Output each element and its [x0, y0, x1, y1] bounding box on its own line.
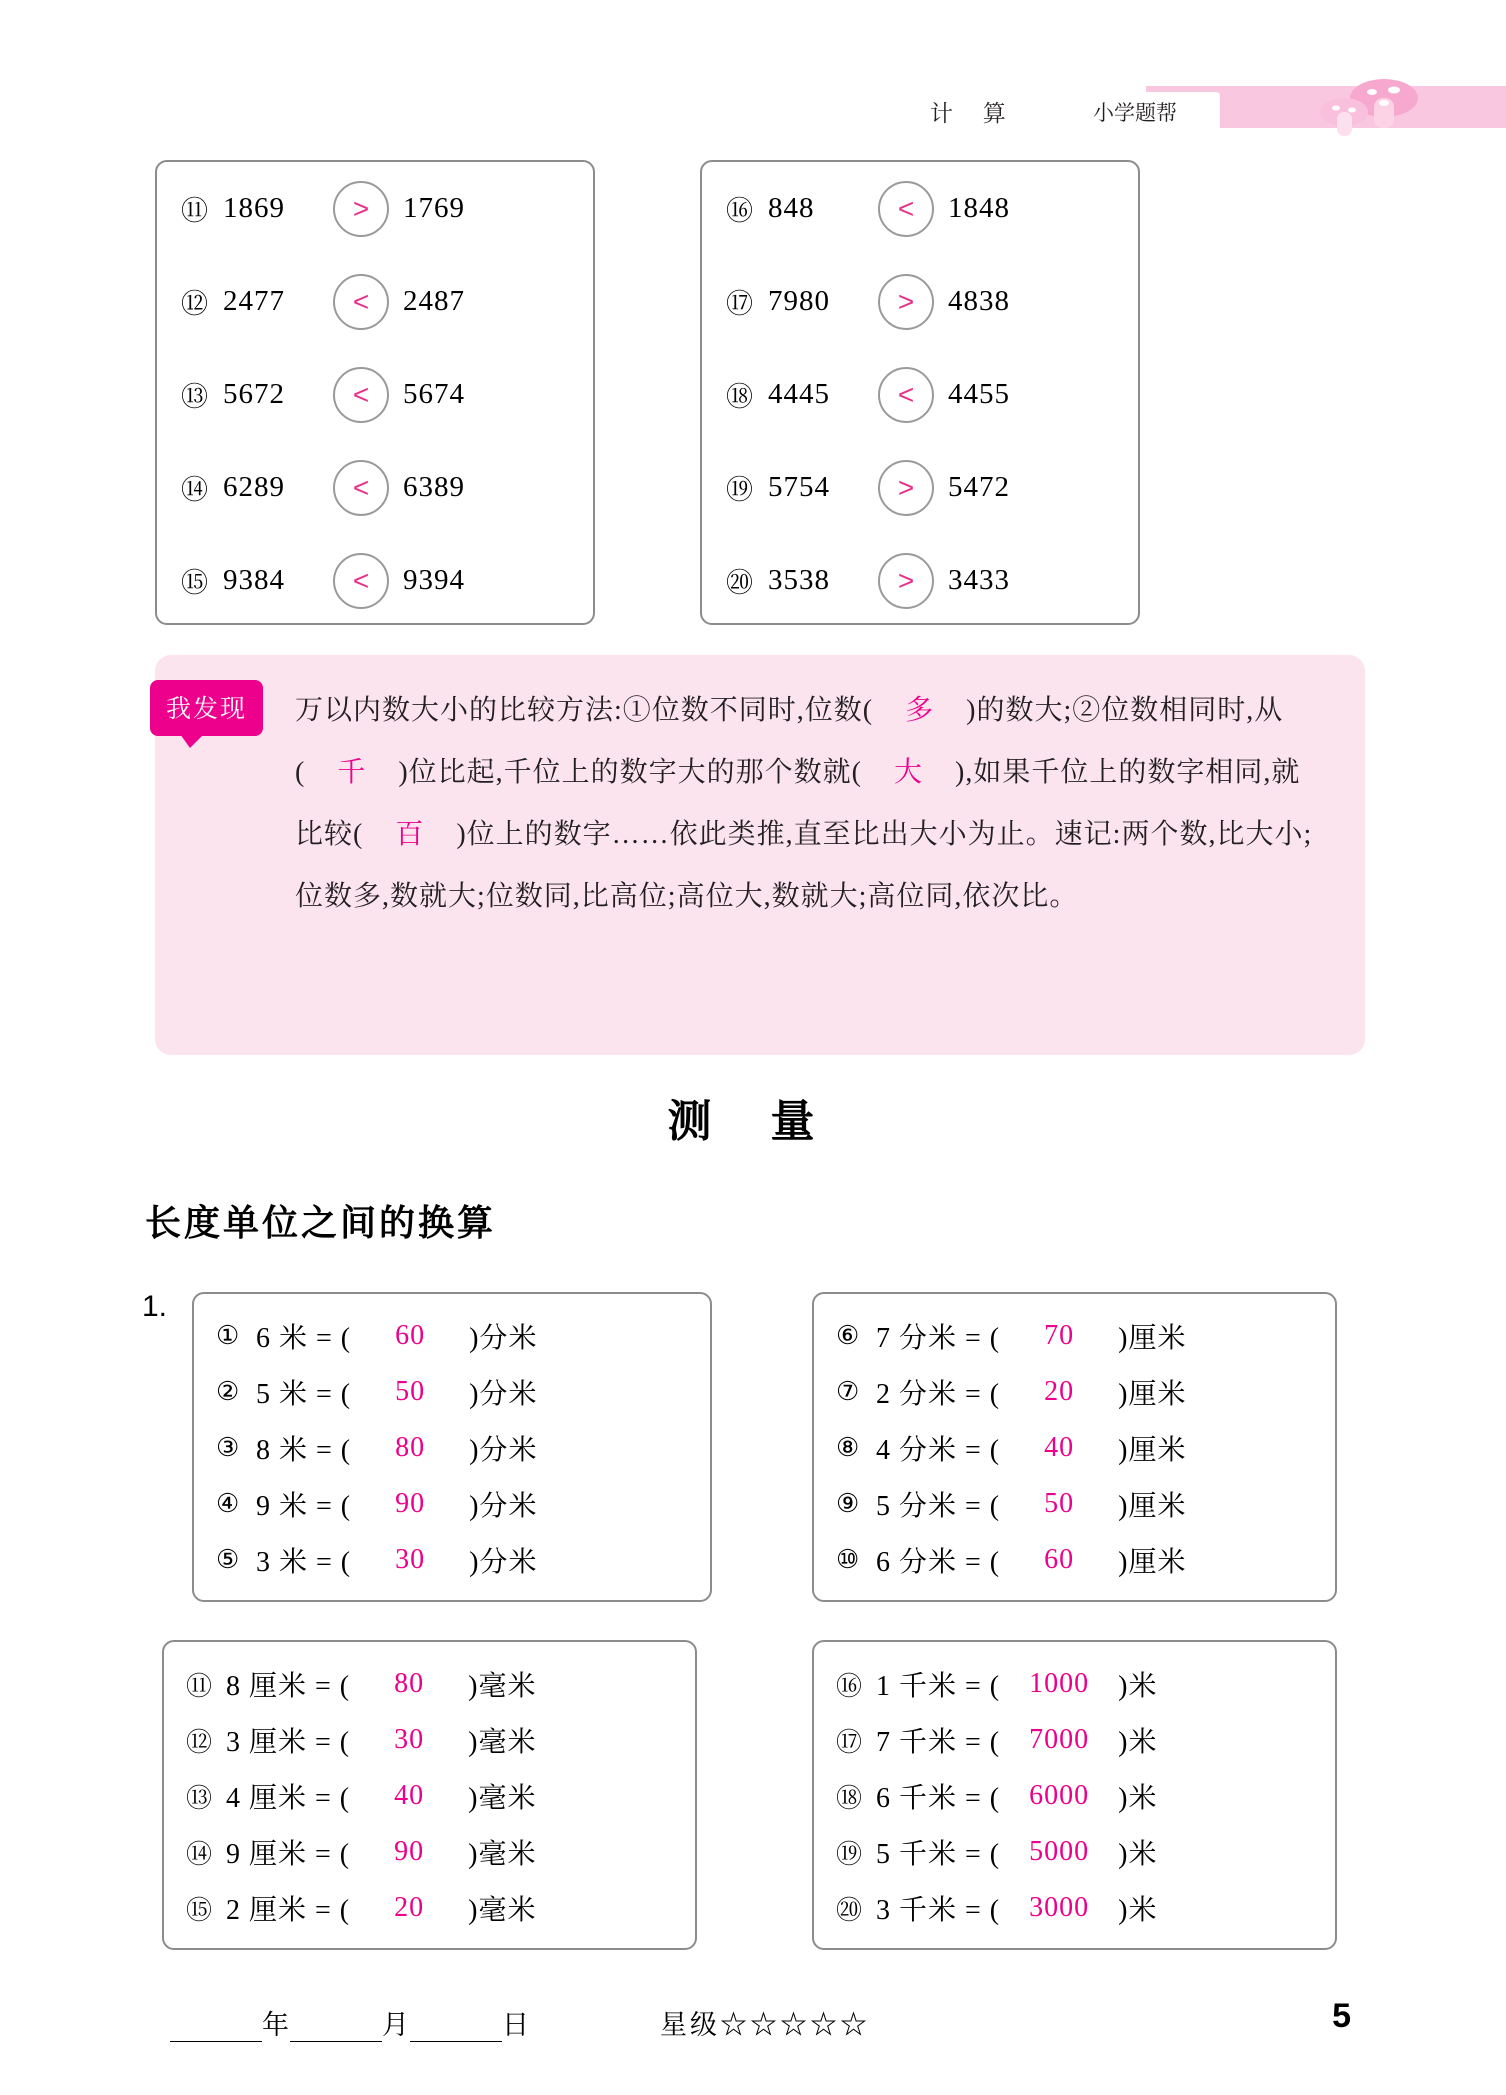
- conversion-row: [814, 1308, 1335, 1364]
- month-blank[interactable]: [290, 2010, 382, 2042]
- answer-blank[interactable]: 80: [394, 1668, 425, 1699]
- conversion-row: [164, 1712, 695, 1768]
- right-number: 5674: [403, 378, 465, 410]
- answer-blank[interactable]: 60: [395, 1320, 426, 1351]
- right-number: 2487: [403, 285, 465, 317]
- expression: 3 厘米 = (: [226, 1727, 351, 1758]
- item-index: ⑫: [186, 1727, 214, 1757]
- compare-exercise-box-left: [155, 160, 595, 625]
- answer-blank[interactable]: 5000: [1029, 1836, 1090, 1867]
- compare-exercise-box-right: [700, 160, 1140, 625]
- conversion-row: [814, 1824, 1335, 1880]
- discovery-text-part1: 万以内数大小的比较方法:①位数不同时,位数(: [295, 695, 874, 726]
- item-index: ⑩: [836, 1545, 861, 1574]
- conversion-row: [194, 1532, 710, 1588]
- discovery-text-part7: )位上的数字……: [456, 819, 670, 850]
- expression: 2 分米 = (: [876, 1379, 1001, 1410]
- answer-blank[interactable]: 90: [394, 1836, 425, 1867]
- star-label: 星级: [660, 2010, 720, 2040]
- unit-label: )毫米: [468, 1783, 537, 1814]
- page-header: [0, 60, 1506, 130]
- expression: 9 厘米 = (: [226, 1839, 351, 1870]
- right-number: 6389: [403, 471, 465, 503]
- item-index: ③: [216, 1433, 241, 1462]
- item-index: ⑬: [181, 382, 208, 412]
- mushroom-icon: [1306, 68, 1436, 148]
- compare-row: [157, 348, 593, 441]
- compare-row: [702, 255, 1138, 348]
- unit-label: )毫米: [468, 1727, 537, 1758]
- conversion-row: [164, 1656, 695, 1712]
- item-index: ④: [216, 1489, 241, 1518]
- conversion-row: [164, 1880, 695, 1936]
- discovery-text-part8: 依此类推,直至比出大小为止。速记:两个数,比大小;位数多,数就: [295, 819, 1313, 912]
- discovery-blank-2[interactable]: 千: [337, 757, 367, 788]
- conversion-row: [814, 1880, 1335, 1936]
- unit-label: )毫米: [468, 1839, 537, 1870]
- answer-blank[interactable]: 6000: [1029, 1780, 1090, 1811]
- answer-blank[interactable]: 1000: [1029, 1668, 1090, 1699]
- right-number: 4455: [948, 378, 1010, 410]
- conversion-row: [194, 1308, 710, 1364]
- expression: 4 分米 = (: [876, 1435, 1001, 1466]
- answer-blank[interactable]: 80: [395, 1432, 426, 1463]
- unit-label: )厘米: [1118, 1435, 1187, 1466]
- conversion-row: [814, 1656, 1335, 1712]
- unit-label: )米: [1118, 1895, 1158, 1926]
- answer-blank[interactable]: 60: [1044, 1544, 1075, 1575]
- item-index: ⑯: [726, 196, 753, 226]
- left-number: 4445: [768, 378, 830, 410]
- expression: 2 厘米 = (: [226, 1895, 351, 1926]
- right-number: 5472: [948, 471, 1010, 503]
- expression: 6 千米 = (: [876, 1783, 1001, 1814]
- conversion-row: [814, 1364, 1335, 1420]
- item-index: ②: [216, 1377, 241, 1406]
- expression: 3 米 = (: [256, 1547, 352, 1578]
- comparison-sign[interactable]: >: [878, 553, 934, 609]
- unit-label: )分米: [469, 1491, 538, 1522]
- section-title: 长度单位之间的换算: [145, 1203, 497, 1243]
- conversion-row: [814, 1420, 1335, 1476]
- item-index: ⑭: [181, 475, 208, 505]
- conversion-row: [164, 1824, 695, 1880]
- discovery-text-part5: (: [851, 757, 862, 788]
- header-title: 计 算: [930, 101, 1018, 126]
- conversion-row: [814, 1476, 1335, 1532]
- conversion-box-meters-to-decimeters: [192, 1292, 712, 1602]
- discovery-text-part3: 大;②位数相同时,从(: [295, 695, 1284, 788]
- item-index: ⑤: [216, 1545, 241, 1574]
- unit-label: )厘米: [1118, 1547, 1187, 1578]
- unit-label: )米: [1118, 1839, 1158, 1870]
- item-index: ⑨: [836, 1489, 861, 1518]
- answer-blank[interactable]: 20: [394, 1892, 425, 1923]
- right-number: 1848: [948, 192, 1010, 224]
- date-line: [170, 2003, 530, 2042]
- expression: 1 千米 = (: [876, 1671, 1001, 1702]
- month-label: 月: [382, 2010, 410, 2040]
- unit-label: )厘米: [1118, 1379, 1187, 1410]
- expression: 8 厘米 = (: [226, 1671, 351, 1702]
- unit-label: )米: [1118, 1671, 1158, 1702]
- conversion-box-decimeters-to-centimeters: [812, 1292, 1337, 1602]
- answer-blank[interactable]: 90: [395, 1488, 426, 1519]
- comparison-sign[interactable]: <: [333, 274, 389, 330]
- item-index: ①: [216, 1321, 241, 1350]
- conversion-box-centimeters-to-millimeters: [162, 1640, 697, 1950]
- chapter-title: 测 量: [667, 1097, 839, 1146]
- comparison-sign[interactable]: >: [878, 274, 934, 330]
- conversion-box-kilometers-to-meters: [812, 1640, 1337, 1950]
- expression: 3 千米 = (: [876, 1895, 1001, 1926]
- right-number: 1769: [403, 192, 465, 224]
- comparison-sign[interactable]: <: [333, 460, 389, 516]
- conversion-row: [194, 1364, 710, 1420]
- answer-blank[interactable]: 40: [1044, 1432, 1075, 1463]
- answer-blank[interactable]: 40: [394, 1780, 425, 1811]
- discovery-blank-4[interactable]: 百: [395, 819, 425, 850]
- discovery-text-part9: 大;位数同,比高位;高位大,数就大;高位同,依次比。: [448, 881, 1079, 912]
- left-number: 9384: [223, 564, 285, 596]
- comparison-sign[interactable]: <: [333, 553, 389, 609]
- conversion-row: [814, 1532, 1335, 1588]
- expression: 9 米 = (: [256, 1491, 352, 1522]
- right-number: 9394: [403, 564, 465, 596]
- item-index: ⑲: [726, 475, 753, 505]
- discovery-blank-3[interactable]: 大: [894, 757, 924, 788]
- discovery-text-part4: )位比起,千位上的数字大的那个数就: [398, 757, 852, 788]
- conversion-row: [814, 1768, 1335, 1824]
- year-blank[interactable]: [170, 2010, 262, 2042]
- item-index: ⑮: [181, 568, 208, 598]
- unit-label: )米: [1118, 1783, 1158, 1814]
- discovery-tag: 我发现: [150, 680, 263, 736]
- answer-blank[interactable]: 20: [1044, 1376, 1075, 1407]
- answer-blank[interactable]: 50: [1044, 1488, 1075, 1519]
- left-number: 2477: [223, 285, 285, 317]
- expression: 5 分米 = (: [876, 1491, 1001, 1522]
- item-index: ⑰: [836, 1727, 864, 1757]
- item-index: ⑳: [836, 1895, 864, 1925]
- unit-label: )米: [1118, 1727, 1158, 1758]
- expression: 7 千米 = (: [876, 1727, 1001, 1758]
- compare-row: [702, 534, 1138, 627]
- left-number: 7980: [768, 285, 830, 317]
- compare-row: [702, 348, 1138, 441]
- unit-label: )毫米: [468, 1895, 537, 1926]
- comparison-sign[interactable]: >: [333, 181, 389, 237]
- answer-blank[interactable]: 3000: [1029, 1892, 1090, 1923]
- compare-row: [157, 255, 593, 348]
- question-number: 1.: [142, 1290, 168, 1323]
- item-index: ⑭: [186, 1839, 214, 1869]
- compare-row: [157, 441, 593, 534]
- unit-label: )分米: [469, 1547, 538, 1578]
- compare-row: [157, 534, 593, 627]
- discovery-text-part6: ),如果千位上的数字相同,就比较(: [295, 757, 1301, 850]
- expression: 8 米 = (: [256, 1435, 352, 1466]
- discovery-text-part2: )的数: [966, 695, 1035, 726]
- expression: 6 分米 = (: [876, 1547, 1001, 1578]
- answer-blank[interactable]: 30: [395, 1544, 426, 1575]
- compare-row: [702, 441, 1138, 534]
- item-index: ⑱: [836, 1783, 864, 1813]
- conversion-row: [164, 1768, 695, 1824]
- compare-row: [702, 162, 1138, 255]
- item-index: ⑦: [836, 1377, 861, 1406]
- answer-blank[interactable]: 50: [395, 1376, 426, 1407]
- right-number: 4838: [948, 285, 1010, 317]
- expression: 7 分米 = (: [876, 1323, 1001, 1354]
- right-number: 3433: [948, 564, 1010, 596]
- item-index: ⑳: [726, 568, 753, 598]
- conversion-row: [194, 1476, 710, 1532]
- page-number: 5: [1332, 1997, 1351, 2035]
- left-number: 848: [768, 192, 815, 224]
- unit-label: )分米: [469, 1323, 538, 1354]
- item-index: ⑰: [726, 289, 753, 319]
- compare-row: [157, 162, 593, 255]
- expression: 5 千米 = (: [876, 1839, 1001, 1870]
- comparison-sign[interactable]: >: [878, 460, 934, 516]
- comparison-sign[interactable]: <: [878, 367, 934, 423]
- item-index: ⑯: [836, 1671, 864, 1701]
- expression: 5 米 = (: [256, 1379, 352, 1410]
- discovery-blank-1[interactable]: 多: [905, 695, 935, 726]
- left-number: 3538: [768, 564, 830, 596]
- expression: 4 厘米 = (: [226, 1783, 351, 1814]
- star-rating[interactable]: [660, 2003, 870, 2042]
- unit-label: )厘米: [1118, 1491, 1187, 1522]
- day-label: 日: [502, 2010, 530, 2040]
- item-index: ⑫: [181, 289, 208, 319]
- left-number: 1869: [223, 192, 285, 224]
- comparison-sign[interactable]: <: [333, 367, 389, 423]
- unit-label: )分米: [469, 1379, 538, 1410]
- item-index: ⑮: [186, 1895, 214, 1925]
- header-badge: 小学题帮: [1050, 92, 1220, 132]
- expression: 6 米 = (: [256, 1323, 352, 1354]
- comparison-sign[interactable]: <: [878, 181, 934, 237]
- left-number: 6289: [223, 471, 285, 503]
- answer-blank[interactable]: 70: [1044, 1320, 1075, 1351]
- answer-blank[interactable]: 7000: [1029, 1724, 1090, 1755]
- answer-blank[interactable]: 30: [394, 1724, 425, 1755]
- discovery-text: [295, 680, 1325, 928]
- discovery-panel: [155, 655, 1365, 1055]
- item-index: ⑬: [186, 1783, 214, 1813]
- item-index: ⑲: [836, 1839, 864, 1869]
- conversion-row: [814, 1712, 1335, 1768]
- unit-label: )毫米: [468, 1671, 537, 1702]
- page-footer: [0, 1993, 1506, 2043]
- item-index: ⑥: [836, 1321, 861, 1350]
- item-index: ⑪: [186, 1671, 214, 1701]
- left-number: 5672: [223, 378, 285, 410]
- star-icons[interactable]: ☆☆☆☆☆: [720, 2010, 870, 2040]
- item-index: ⑪: [181, 196, 208, 226]
- day-blank[interactable]: [410, 2010, 502, 2042]
- unit-label: )厘米: [1118, 1323, 1187, 1354]
- item-index: ⑱: [726, 382, 753, 412]
- year-label: 年: [262, 2010, 290, 2040]
- unit-label: )分米: [469, 1435, 538, 1466]
- item-index: ⑧: [836, 1433, 861, 1462]
- conversion-row: [194, 1420, 710, 1476]
- left-number: 5754: [768, 471, 830, 503]
